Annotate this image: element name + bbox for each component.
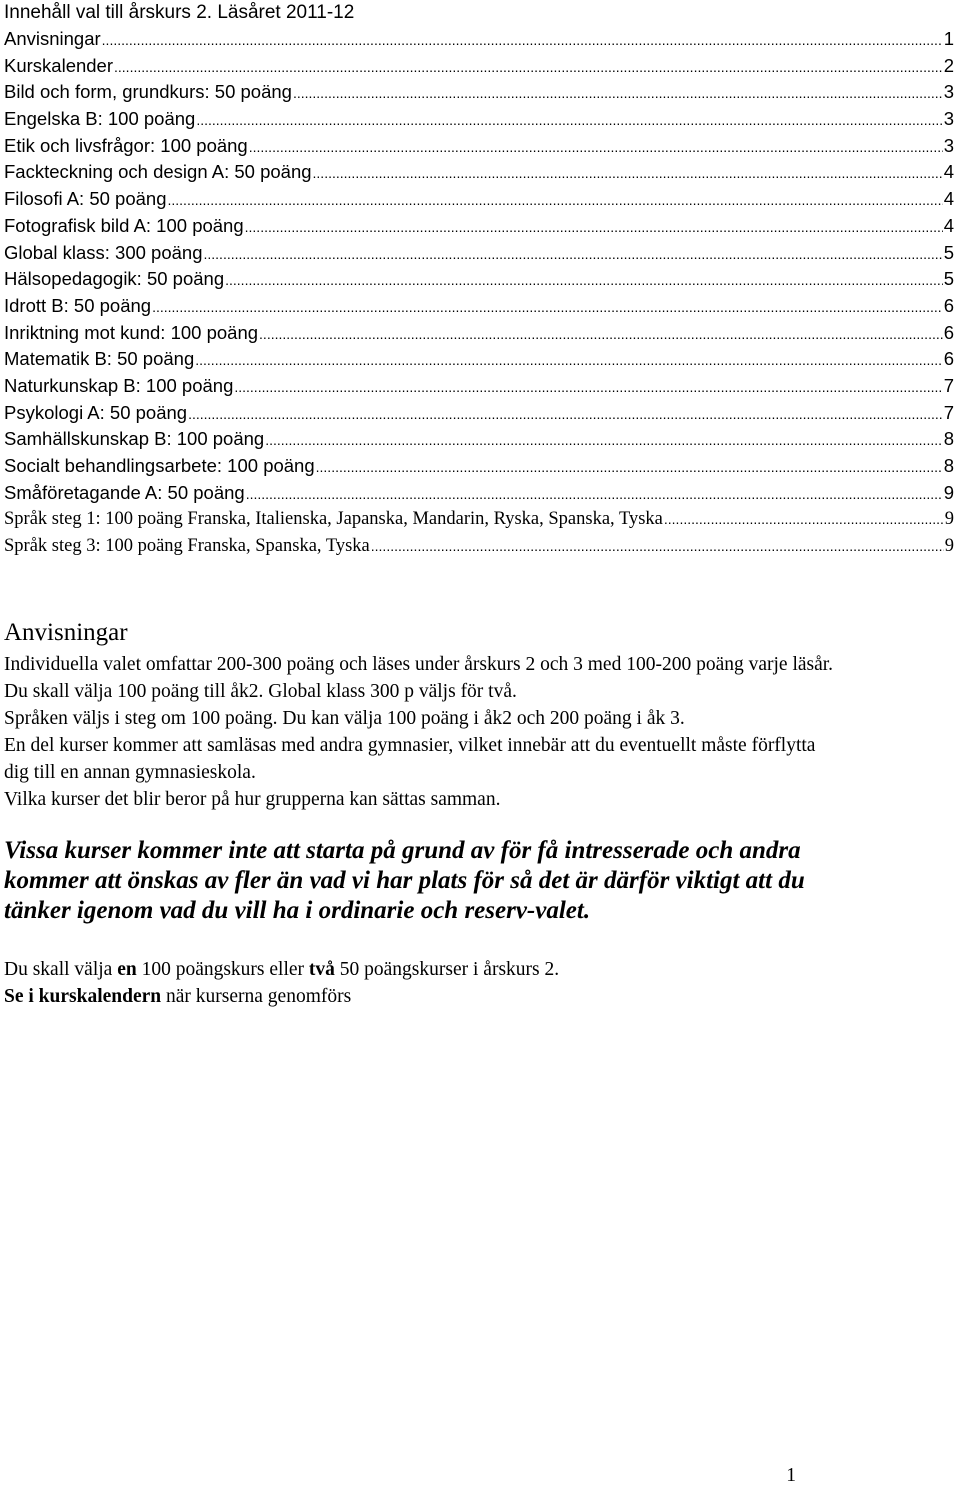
toc-entry-label: Samhällskunskap B: 100 poäng — [4, 428, 265, 450]
choice-emphasis-two: två — [308, 959, 335, 980]
toc-entry[interactable] — [4, 426, 954, 453]
toc-entry[interactable] — [4, 400, 954, 427]
toc-title: Innehåll val till årskurs 2. Läsåret 2011-12 — [4, 2, 355, 23]
toc-entry[interactable] — [4, 240, 954, 267]
toc-dot-leader — [265, 427, 943, 454]
toc-entry-label: Psykologi A: 50 poäng — [4, 401, 188, 423]
toc-dot-leader — [152, 294, 943, 321]
instructions-paragraph: Individuella valet omfattar 200-300 poäng och läses under årskurs 2 och 3 med 100-200 poäng varje läsår. Du skall välja 100 poäng till åk2. Global klass 300 p väljs för två. — [4, 654, 834, 702]
toc-dot-leader — [188, 401, 943, 428]
toc-dot-leader — [249, 134, 943, 161]
toc-dot-leader — [196, 107, 942, 134]
calendar-note: Se i kurskalendern när kurserna genomförs — [4, 986, 352, 1007]
toc-entry[interactable] — [4, 533, 954, 560]
toc-entry-label: Anvisningar — [4, 28, 101, 49]
section-heading: Anvisningar — [4, 619, 128, 646]
toc-entry[interactable] — [4, 53, 954, 80]
instructions-paragraph: En del kurser kommer att samläsas med andra gymnasier, vilket innebär att du eventuellt måste förflytta dig till en annan gymnasieskola. — [4, 735, 816, 783]
toc-entry-label: Filosofi A: 50 poäng — [4, 188, 167, 210]
toc-entry-page-number: 8 — [943, 428, 954, 450]
choice-text — [4, 956, 954, 1010]
toc-entry[interactable] — [4, 373, 954, 400]
toc-dot-leader — [102, 27, 943, 54]
toc-entry-page-number: 3 — [943, 108, 954, 130]
table-of-contents — [4, 26, 954, 560]
page-number: 1 — [786, 1465, 796, 1486]
toc-entry-page-number: 7 — [943, 374, 954, 396]
toc-entry-page-number: 2 — [943, 54, 954, 76]
document-page — [4, 0, 954, 1486]
choice-emphasis-one: en — [117, 959, 137, 980]
calendar-link-text: Se i kurskalendern — [4, 986, 162, 1007]
toc-dot-leader — [225, 267, 943, 294]
toc-entry-page-number: 4 — [943, 214, 954, 236]
toc-entry-label: Inriktning mot kund: 100 poäng — [4, 321, 259, 343]
warning-text: Vissa kurser kommer inte att starta på grund av för få intresserade och andra kommer att önskas av fler än vad vi har plats för så det är därför viktigt att du tänker igenom vad du vill ha i ordinarie och reserv-valet. — [4, 837, 805, 924]
toc-entry-label: Språk steg 3: 100 poäng Franska, Spanska, Tyska — [4, 536, 370, 557]
toc-entry-label: Bild och form, grundkurs: 50 poäng — [4, 81, 292, 103]
toc-entry-page-number: 5 — [943, 268, 954, 290]
toc-entry[interactable] — [4, 480, 954, 507]
toc-entry-page-number: 6 — [943, 321, 954, 343]
toc-entry[interactable] — [4, 79, 954, 106]
toc-entry-page-number: 9 — [943, 481, 954, 503]
toc-entry-page-number: 9 — [944, 536, 954, 557]
instructions-paragraph: Vilka kurser det blir beror på hur grupperna kan sättas samman. — [4, 789, 501, 810]
toc-entry-label: Fotografisk bild A: 100 poäng — [4, 214, 244, 236]
toc-entry-label: Kurskalender — [4, 54, 114, 76]
toc-entry-page-number: 3 — [943, 134, 954, 156]
toc-entry-label: Fackteckning och design A: 50 poäng — [4, 161, 312, 183]
toc-entry[interactable] — [4, 133, 954, 160]
toc-entry[interactable] — [4, 159, 954, 186]
toc-entry-label: Naturkunskap B: 100 poäng — [4, 374, 234, 396]
toc-entry[interactable] — [4, 186, 954, 213]
toc-entry[interactable] — [4, 346, 954, 373]
toc-entry-page-number: 9 — [944, 509, 954, 530]
toc-entry-label: Språk steg 1: 100 poäng Franska, Italienska, Japanska, Mandarin, Ryska, Spanska, Tyska — [4, 509, 663, 530]
instructions-paragraph: Språken väljs i steg om 100 poäng. Du kan välja 100 poäng i åk2 och 200 poäng i åk 3. — [4, 708, 685, 729]
toc-entry-label: Engelska B: 100 poäng — [4, 108, 196, 130]
toc-entry-page-number: 4 — [943, 188, 954, 210]
toc-entry[interactable] — [4, 506, 954, 533]
instructions-text — [4, 651, 954, 813]
toc-entry-label: Etik och livsfrågor: 100 poäng — [4, 134, 248, 156]
toc-entry[interactable] — [4, 266, 954, 293]
toc-dot-leader — [234, 374, 942, 401]
toc-entry-label: Idrott B: 50 poäng — [4, 294, 152, 316]
toc-dot-leader — [371, 533, 944, 560]
toc-entry-label: Hälsopedagogik: 50 poäng — [4, 268, 225, 290]
toc-dot-leader — [259, 321, 943, 348]
toc-entry-label: Småföretagande A: 50 poäng — [4, 481, 245, 503]
toc-entry-page-number: 4 — [943, 161, 954, 183]
toc-dot-leader — [246, 481, 943, 508]
toc-dot-leader — [168, 187, 943, 214]
toc-dot-leader — [204, 241, 943, 268]
toc-entry-label: Socialt behandlingsarbete: 100 poäng — [4, 455, 315, 476]
toc-dot-leader — [316, 454, 943, 481]
toc-entry-label: Matematik B: 50 poäng — [4, 348, 195, 370]
toc-entry-label: Global klass: 300 poäng — [4, 241, 203, 263]
toc-entry[interactable] — [4, 293, 954, 320]
toc-entry-page-number: 1 — [943, 28, 954, 49]
toc-dot-leader — [195, 347, 942, 374]
toc-entry-page-number: 6 — [943, 348, 954, 370]
toc-entry[interactable] — [4, 453, 954, 480]
toc-entry-page-number: 6 — [943, 294, 954, 316]
toc-entry[interactable] — [4, 106, 954, 133]
toc-entry[interactable] — [4, 213, 954, 240]
toc-entry[interactable] — [4, 26, 954, 53]
choice-line: Du skall välja en 100 poängskurs eller två 50 poängskurser i årskurs 2. — [4, 959, 560, 980]
toc-entry-page-number: 8 — [943, 455, 954, 476]
toc-dot-leader — [114, 54, 943, 81]
toc-entry-page-number: 5 — [943, 241, 954, 263]
toc-dot-leader — [313, 160, 943, 187]
toc-entry[interactable] — [4, 320, 954, 347]
toc-dot-leader — [293, 80, 943, 107]
toc-dot-leader — [245, 214, 943, 241]
toc-entry-page-number: 7 — [943, 401, 954, 423]
toc-dot-leader — [664, 506, 944, 533]
toc-entry-page-number: 3 — [943, 81, 954, 103]
